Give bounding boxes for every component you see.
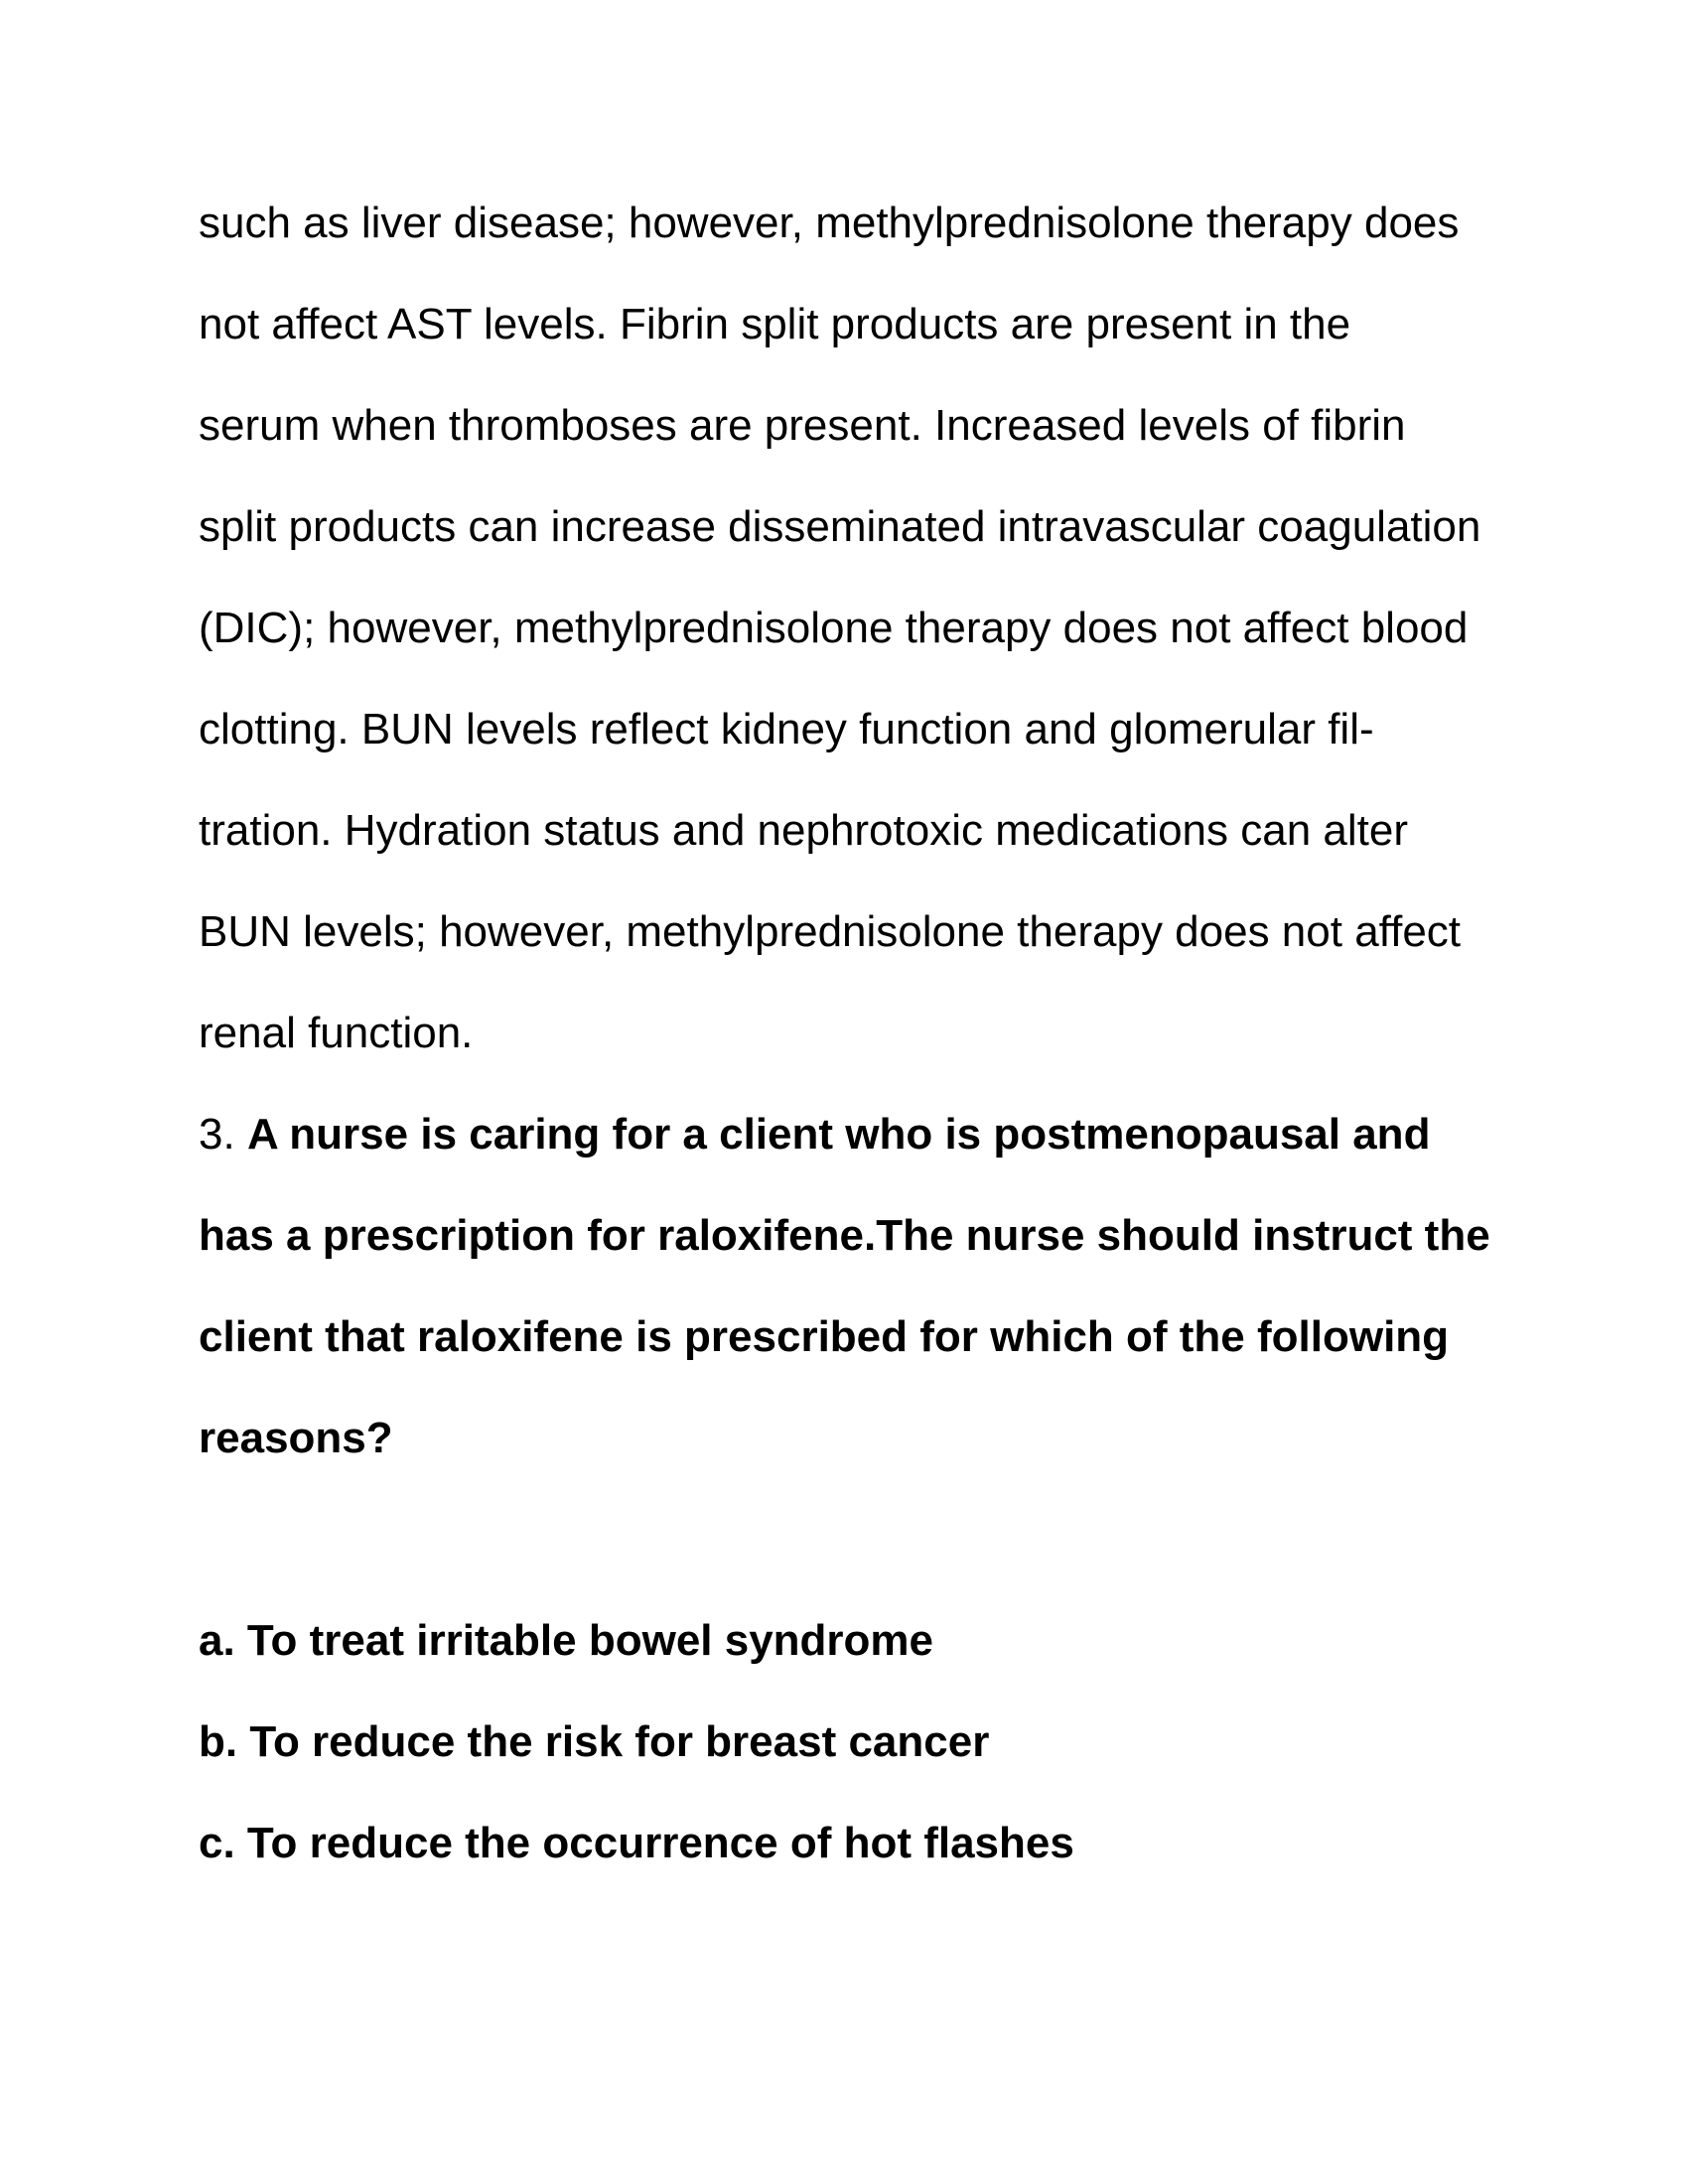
- question-text: has a prescription for raloxifene.The nurse should instruct the: [199, 1211, 1490, 1260]
- paragraph-line: split products can increase disseminated intravascular coagulation: [199, 502, 1481, 551]
- answer-option-b: b. To reduce the risk for breast cancer: [199, 1717, 990, 1766]
- question-text: A nurse is caring for a client who is postmenopausal and: [246, 1110, 1431, 1159]
- question-number: 3.: [199, 1110, 235, 1159]
- paragraph-line: tration. Hydration status and nephrotoxic medications can alter: [199, 806, 1408, 855]
- paragraph-line: not affect AST levels. Fibrin split products are present in the: [199, 300, 1351, 348]
- paragraph-line: clotting. BUN levels reflect kidney function and glomerular fil-: [199, 705, 1374, 753]
- answer-option-a: a. To treat irritable bowel syndrome: [199, 1616, 934, 1665]
- paragraph-line: serum when thromboses are present. Increased levels of fibrin: [199, 401, 1406, 450]
- question-text: client that raloxifene is prescribed for which of the following: [199, 1312, 1450, 1361]
- question-text: reasons?: [199, 1414, 393, 1462]
- question-stem-line: [199, 1110, 1431, 1159]
- paragraph-line: BUN levels; however, methylprednisolone therapy does not affect: [199, 907, 1462, 956]
- paragraph-line: renal function.: [199, 1009, 474, 1057]
- paragraph-line: such as liver disease; however, methylprednisolone therapy does: [199, 199, 1460, 247]
- paragraph-line: (DIC); however, methylprednisolone therapy does not affect blood: [199, 604, 1469, 652]
- answer-option-c: c. To reduce the occurrence of hot flashes: [199, 1819, 1074, 1867]
